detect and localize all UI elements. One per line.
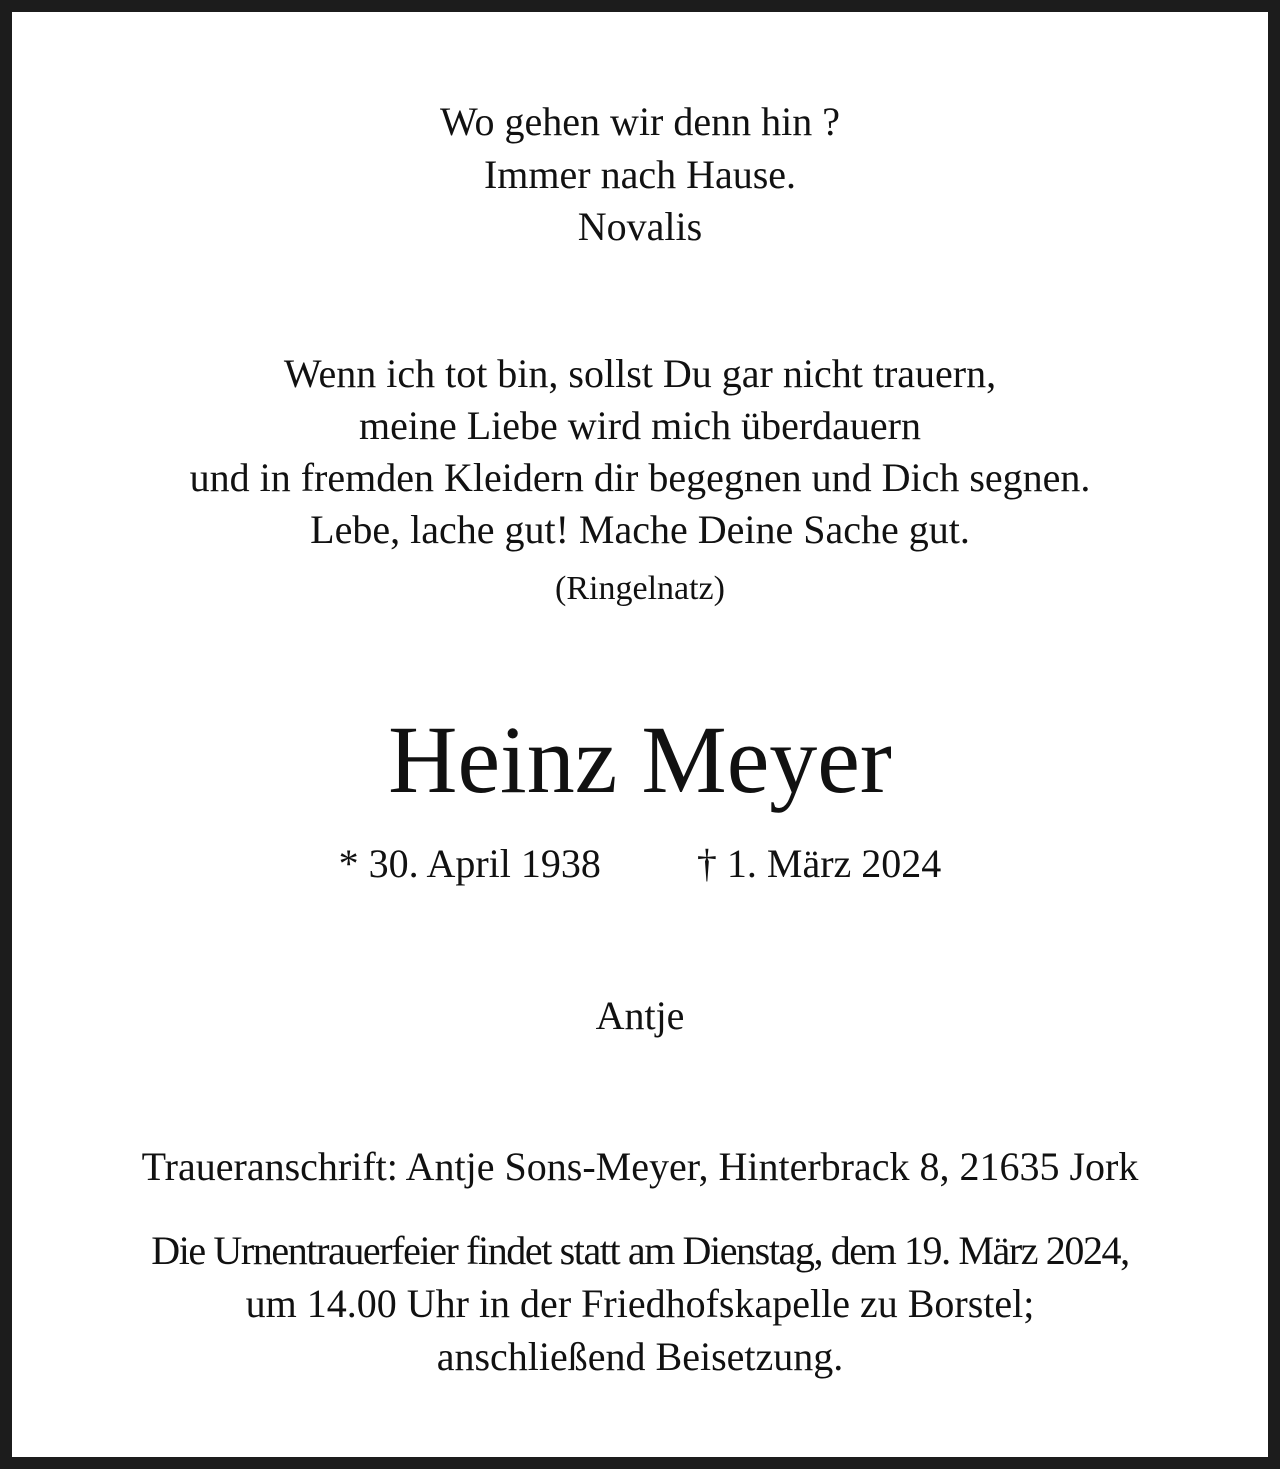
- poem-line: und in fremden Kleidern dir begegnen und Dich segnen.: [189, 455, 1091, 500]
- deceased-name: Heinz Meyer: [388, 706, 892, 813]
- quote-line: Immer nach Hause.: [483, 152, 797, 197]
- poem-author: (Ringelnatz): [555, 570, 725, 607]
- ceremony-line: um 14.00 Uhr in der Friedhofskapelle zu Borstel;: [245, 1281, 1035, 1326]
- quote-line: Wo gehen wir denn hin ?: [440, 99, 840, 144]
- death-date: † 1. März 2024: [696, 841, 942, 886]
- ceremony-line: anschließend Beisetzung.: [436, 1334, 844, 1379]
- quote-author: Novalis: [577, 204, 703, 249]
- ceremony-line: Die Urnentrauerfeier findet statt am Dienstag, dem 19. März 2024,: [151, 1228, 1129, 1273]
- birth-date: * 30. April 1938: [338, 841, 601, 886]
- signer-name: Antje: [595, 993, 685, 1038]
- poem-line: Wenn ich tot bin, sollst Du gar nicht trauern,: [283, 351, 997, 396]
- poem-line: meine Liebe wird mich überdauern: [359, 403, 921, 448]
- poem-line: Lebe, lache gut! Mache Deine Sache gut.: [310, 507, 970, 552]
- mourning-address: Traueranschrift: Antje Sons-Meyer, Hinterbrack 8, 21635 Jork: [141, 1144, 1139, 1189]
- life-dates: [12, 841, 1268, 886]
